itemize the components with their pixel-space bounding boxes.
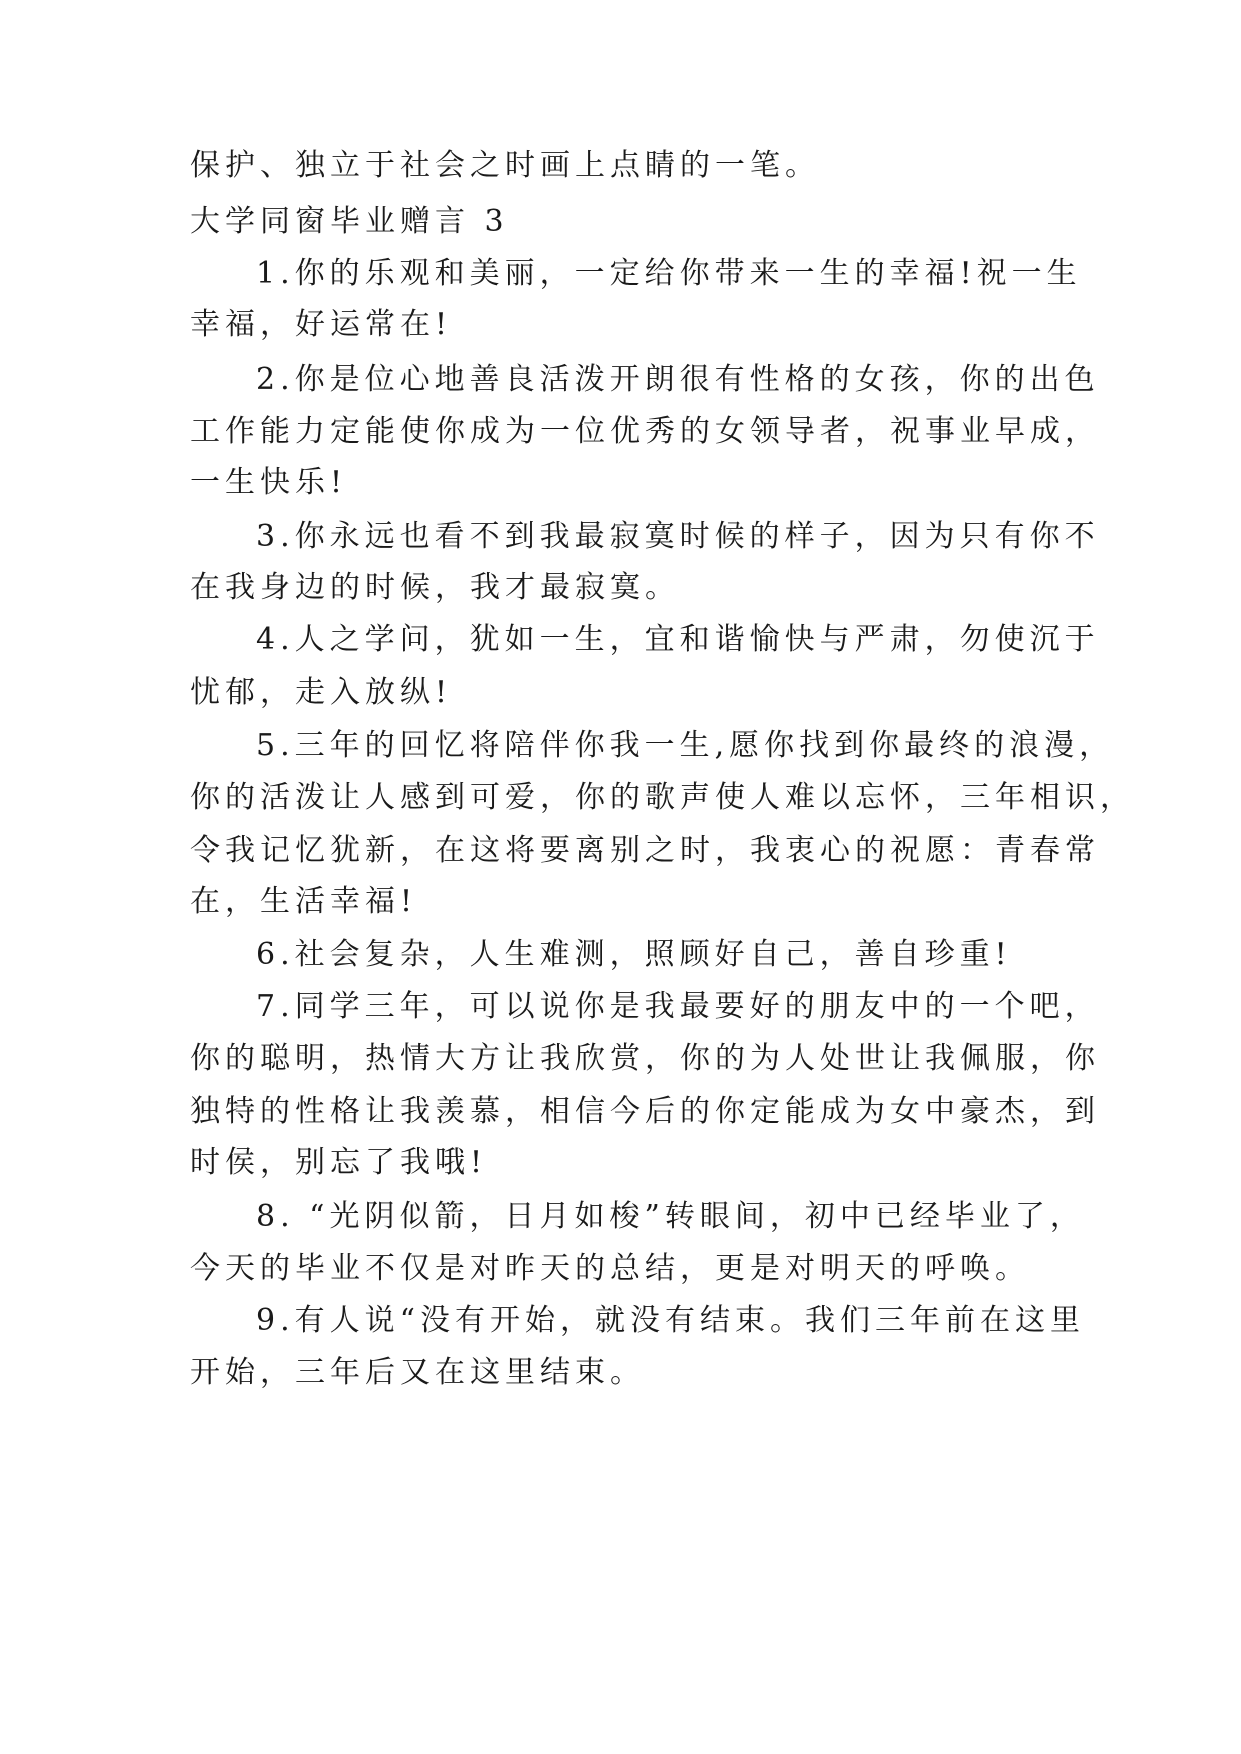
- paragraph-line: 9.有人说“没有开始，就没有结束。我们三年前在这里: [256, 1303, 1085, 1338]
- paragraph-line: 6.社会复杂，人生难测，照顾好自己，善自珍重!: [256, 937, 1012, 972]
- paragraph-line: 7.同学三年，可以说你是我最要好的朋友中的一个吧，: [256, 989, 1100, 1024]
- paragraph-line: 你的聪明，热情大方让我欣赏，你的为人处世让我佩服，你: [190, 1041, 1100, 1076]
- paragraph-line: 忧郁，走入放纵!: [190, 675, 453, 710]
- paragraph-line: 今天的毕业不仅是对昨天的总结，更是对明天的呼唤。: [190, 1251, 1030, 1286]
- paragraph-line: 独特的性格让我羡慕，相信今后的你定能成为女中豪杰，到: [190, 1094, 1100, 1129]
- paragraph-line: 令我记忆犹新，在这将要离别之时，我衷心的祝愿：青春常: [190, 833, 1100, 868]
- paragraph-line: 4.人之学问，犹如一生，宜和谐愉快与严肃，勿使沉于: [256, 622, 1100, 657]
- paragraph-line: 2.你是位心地善良活泼开朗很有性格的女孩，你的出色: [256, 362, 1100, 397]
- paragraph-line: 幸福，好运常在!: [190, 307, 453, 342]
- paragraph-line: 工作能力定能使你成为一位优秀的女领导者，祝事业早成，: [190, 414, 1100, 449]
- text-line: 保护、独立于社会之时画上点睛的一笔。: [190, 148, 820, 183]
- paragraph-line: 8. “光阴似箭，日月如梭”转眼间，初中已经毕业了，: [256, 1199, 1085, 1234]
- paragraph-line: 你的活泼让人感到可爱，你的歌声使人难以忘怀，三年相识，: [190, 780, 1135, 815]
- paragraph-line: 3.你永远也看不到我最寂寞时候的样子，因为只有你不: [256, 519, 1100, 554]
- section-heading: 大学同窗毕业赠言 3: [190, 204, 509, 239]
- paragraph-line: 在，生活幸福!: [190, 884, 418, 919]
- paragraph-line: 一生快乐!: [190, 465, 348, 500]
- paragraph-line: 开始，三年后又在这里结束。: [190, 1355, 645, 1390]
- paragraph-line: 1.你的乐观和美丽，一定给你带来一生的幸福!祝一生: [256, 256, 1082, 291]
- paragraph-line: 在我身边的时候，我才最寂寞。: [190, 570, 680, 605]
- paragraph-line: 时侯，别忘了我哦!: [190, 1145, 488, 1180]
- paragraph-line: 5.三年的回忆将陪伴你我一生,愿你找到你最终的浪漫，: [256, 728, 1115, 763]
